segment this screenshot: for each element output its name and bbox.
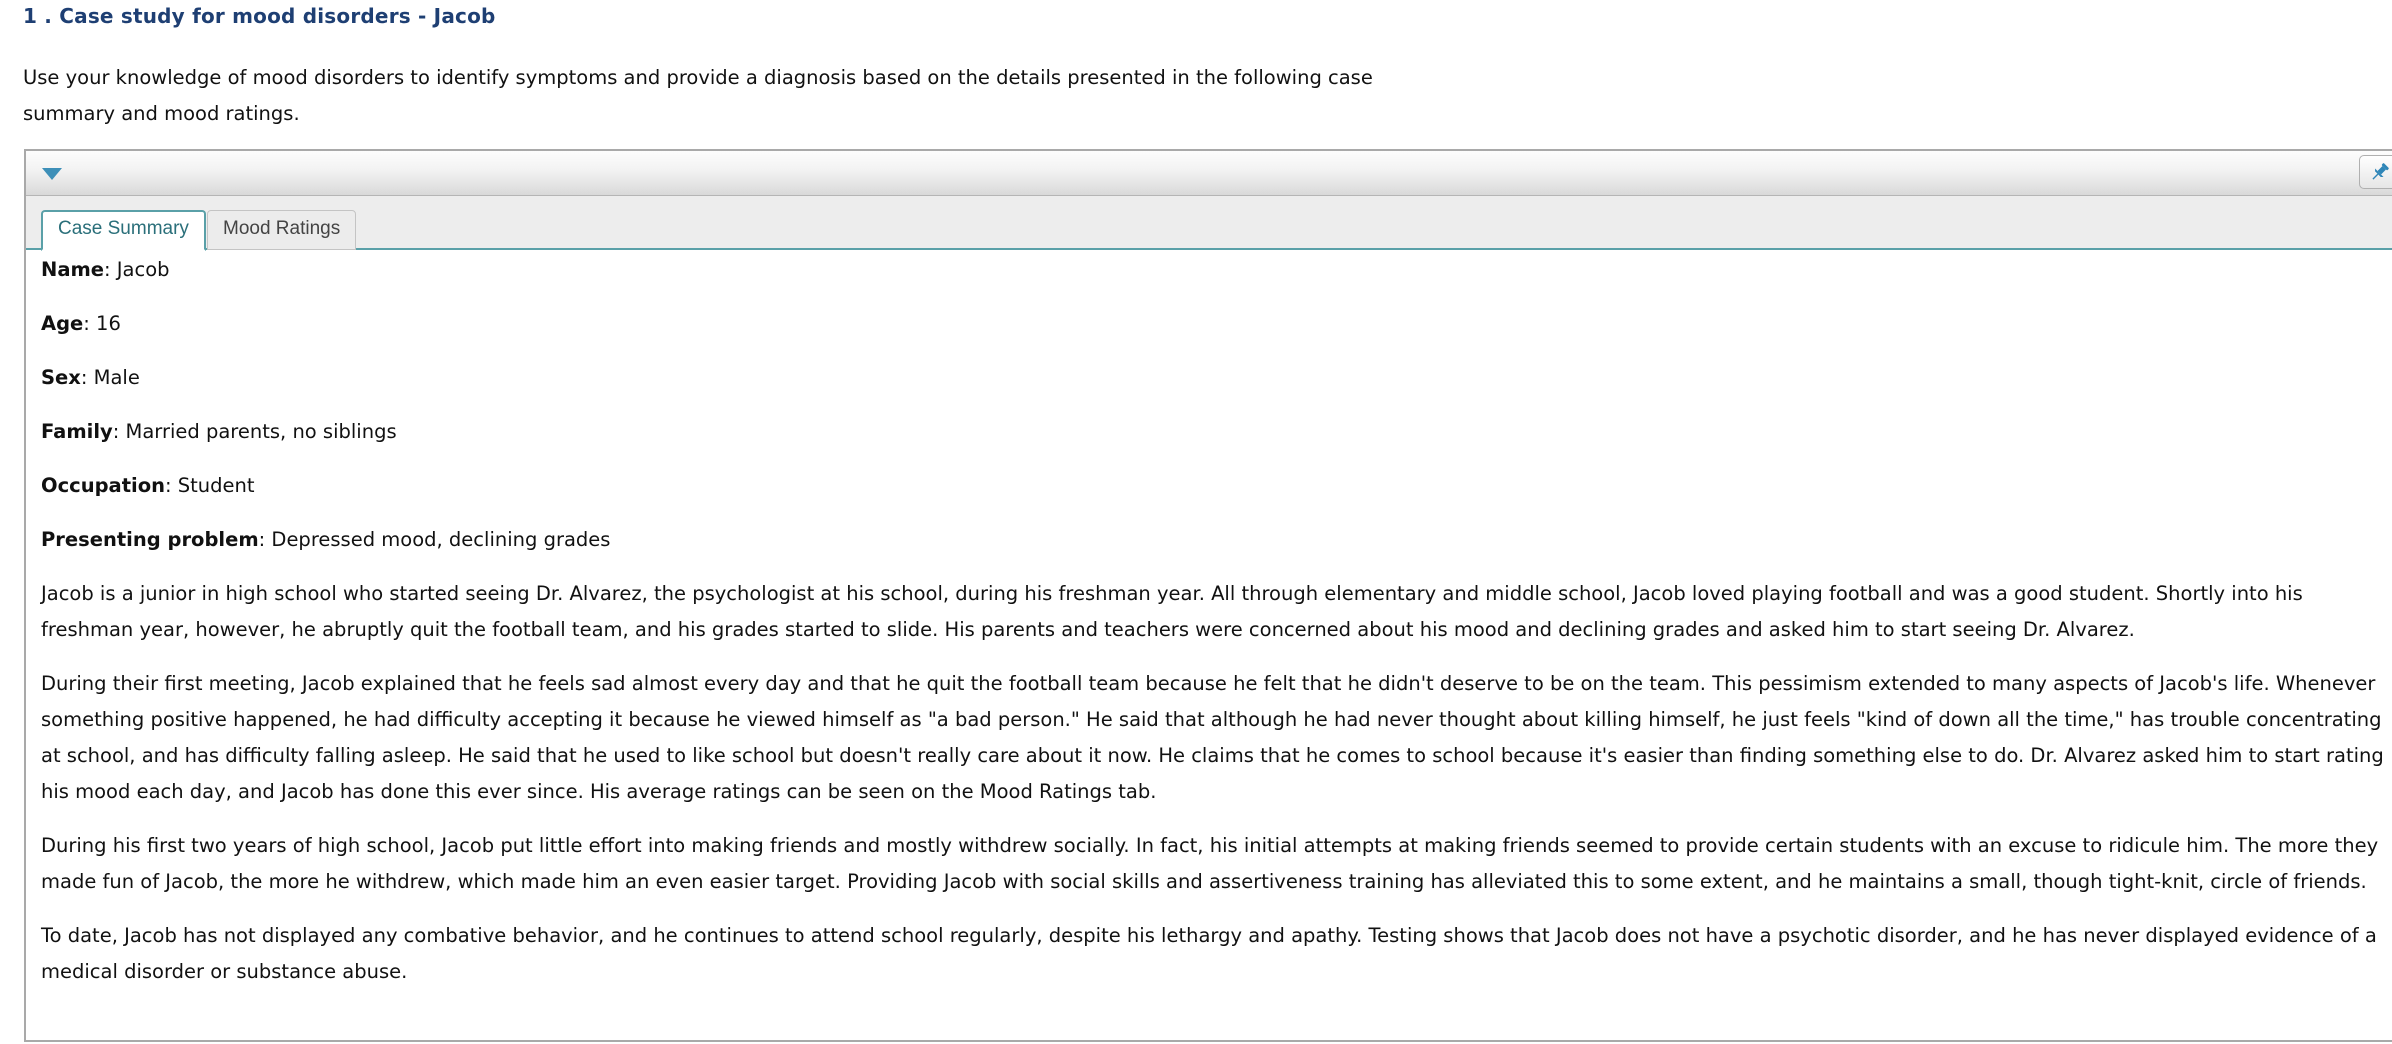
tab-strip <box>26 196 2392 250</box>
collapse-toggle[interactable] <box>40 164 64 184</box>
field-label: Family <box>41 420 113 443</box>
field-name <box>41 252 170 288</box>
field-label: Sex <box>41 366 81 389</box>
field-age <box>41 306 121 342</box>
field-value: : Depressed mood, declining grades <box>258 528 611 551</box>
pin-button[interactable] <box>2359 155 2392 189</box>
field-value: : Male <box>80 366 140 389</box>
field-value: : Student <box>164 474 255 497</box>
question-instructions: Use your knowledge of mood disorders to identify symptoms and provide a diagnosis based on the details presented in the following case summary and mood ratings. <box>23 66 1373 125</box>
panel-header <box>26 151 2392 196</box>
tab-mood-ratings[interactable]: Mood Ratings <box>207 210 356 250</box>
field-occupation <box>41 468 255 504</box>
field-presenting-problem <box>41 522 610 558</box>
field-value: : Married parents, no siblings <box>112 420 397 443</box>
pushpin-icon <box>2369 161 2391 183</box>
field-label: Name <box>41 258 105 281</box>
case-paragraph-2: During their first meeting, Jacob explained that he feels sad almost every day and that he quit the football team because he felt that he didn't deserve to be on the team. This pessimism extended to many aspects of Jacob's life. Whenever something positive happened, he had difficulty accepting it because he viewed himself as "a bad person." He said that although he had never thought about killing himself, he just feels "kind of down all the time," has trouble concentrating at school, and has difficulty falling asleep. He said that he used to like school but doesn't really care about it now. He claims that he comes to school because it's easier than finding something else to do. Dr. Alvarez asked him to start rating his mood each day, and Jacob has done this ever since. His average ratings can be seen on the Mood Ratings tab. <box>41 672 2384 803</box>
field-label: Age <box>41 312 84 335</box>
case-paragraph-3: During his first two years of high school, Jacob put little effort into making friends and mostly withdrew socially. In fact, his initial attempts at making friends seemed to provide certain students with an excuse to ridicule him. The more they made fun of Jacob, the more he withdrew, which made him an even easier target. Providing Jacob with social skills and assertiveness training has alleviated this to some extent, and he maintains a small, though tight-knit, circle of friends. <box>41 834 2379 893</box>
field-label: Presenting problem <box>41 528 259 551</box>
field-sex <box>41 360 140 396</box>
question-title: 1 . Case study for mood disorders - Jacob <box>23 4 496 28</box>
field-value: : 16 <box>83 312 121 335</box>
field-family <box>41 414 397 450</box>
field-value: : Jacob <box>104 258 170 281</box>
case-study-panel <box>24 149 2392 1042</box>
field-label: Occupation <box>41 474 165 497</box>
tab-case-summary[interactable]: Case Summary <box>41 210 206 251</box>
case-paragraph-4: To date, Jacob has not displayed any combative behavior, and he continues to attend school regularly, despite his lethargy and apathy. Testing shows that Jacob does not have a psychotic disorder, and he has never displayed evidence of a medical disorder or substance abuse. <box>41 924 2377 983</box>
case-paragraph-1: Jacob is a junior in high school who started seeing Dr. Alvarez, the psychologist at his school, during his freshman year. All through elementary and middle school, Jacob loved playing football and was a good student. Shortly into his freshman year, however, he abruptly quit the football team, and his grades started to slide. His parents and teachers were concerned about his mood and declining grades and asked him to start seeing Dr. Alvarez. <box>41 582 2303 641</box>
triangle-down-icon <box>40 164 64 184</box>
